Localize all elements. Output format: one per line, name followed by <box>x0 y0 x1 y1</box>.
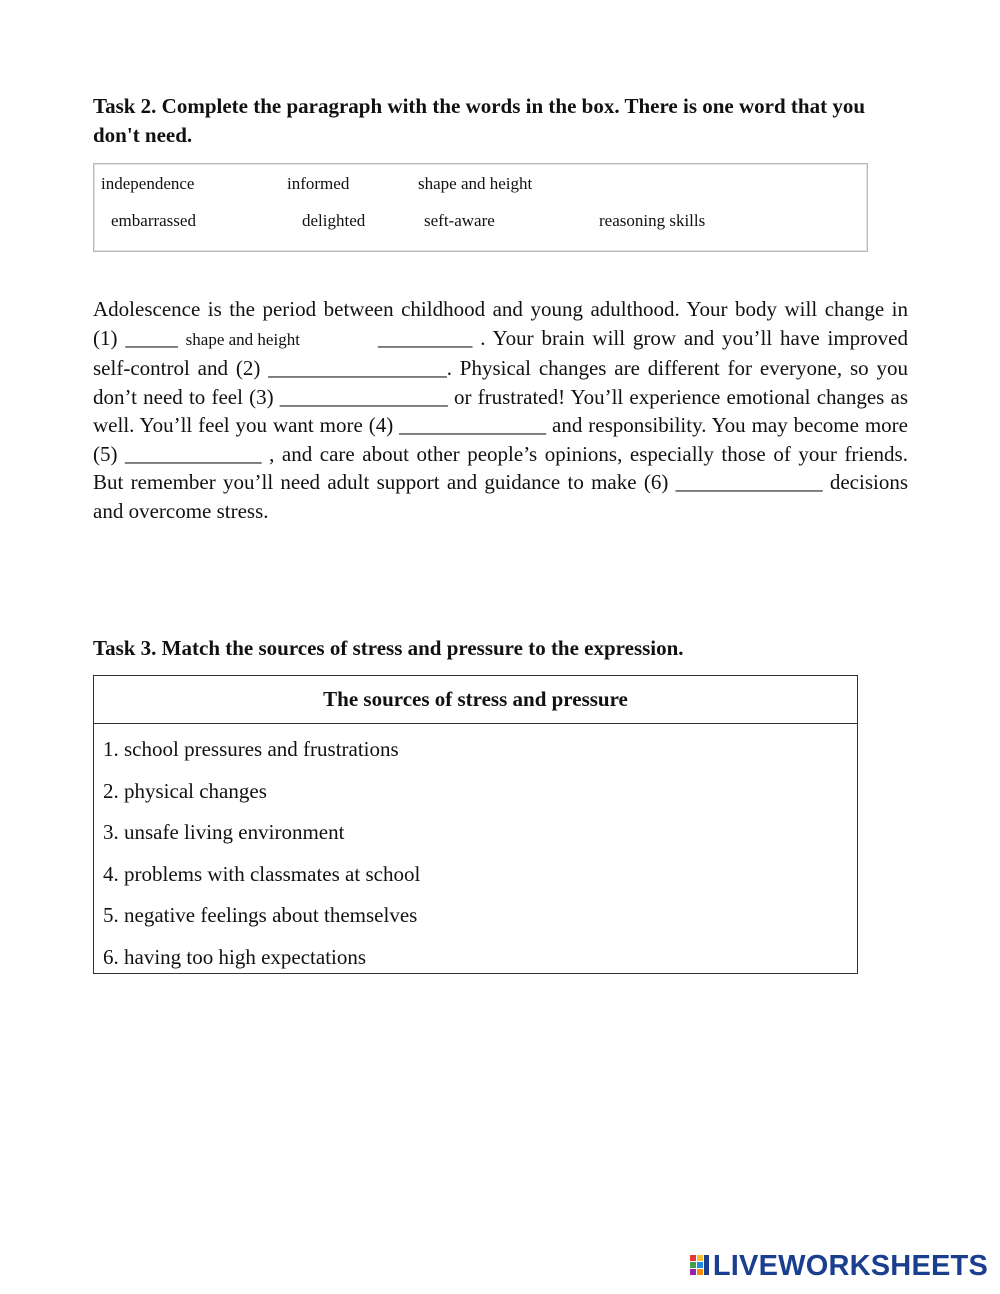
blank-5[interactable]: _____________ <box>125 441 262 466</box>
paragraph-text: decisions and overcome stress. <box>93 470 908 523</box>
task2-title: Task 2. Complete the paragraph with the words in the box. There is one word that you don't need. <box>93 94 866 147</box>
table-row[interactable]: 5. negative feelings about themselves <box>103 903 418 928</box>
task2-paragraph <box>93 295 908 525</box>
blank-1[interactable]: _________ <box>377 325 473 350</box>
task3-title: Task 3. Match the sources of stress and pressure to the expression. <box>93 636 684 660</box>
table-row[interactable]: 3. unsafe living environment <box>103 820 345 845</box>
answer-1-input[interactable]: shape and height <box>185 329 300 349</box>
word-option: delighted <box>302 211 366 230</box>
table-row[interactable]: 4. problems with classmates at school <box>103 861 421 886</box>
brand-logo <box>689 1250 988 1282</box>
word-option: reasoning skills <box>599 211 706 230</box>
word-option: informed <box>287 174 350 193</box>
paragraph-text: and responsibility. You may become more (5) <box>93 413 908 466</box>
blank-3[interactable]: ________________ <box>279 384 448 409</box>
blank-6[interactable]: ______________ <box>675 470 823 494</box>
blank-4[interactable]: ______________ <box>399 413 547 437</box>
table-body <box>94 724 857 979</box>
brand-name: LIVEWORKSHEETS <box>712 1249 988 1282</box>
blank-1-lead: _____ <box>125 325 186 350</box>
word-box <box>93 163 868 252</box>
liveworksheets-logo-icon <box>689 1253 711 1279</box>
paragraph-text: or frustrated! You’ll experience emotional changes as well. You’ll feel you want more (4) <box>93 384 908 437</box>
table-row[interactable]: 1. school pressures and frustrations <box>103 737 399 761</box>
paragraph-text: , and care about other people’s opinions, especially those of your friends. But remember you’ll need adult support and guidance to make (6) <box>93 441 908 494</box>
word-option: shape and height <box>418 174 533 193</box>
paragraph-text: Adolescence is the period between childhood and young adulthood. Your body will change in (1) <box>93 297 908 350</box>
table-row[interactable]: 6. having too high expectations <box>103 944 367 969</box>
table-row[interactable]: 2. physical changes <box>103 778 267 803</box>
word-option: embarrassed <box>111 211 196 230</box>
blank-2[interactable]: _________________ <box>268 356 447 380</box>
word-option: independence <box>101 174 195 193</box>
word-option: seft-aware <box>424 211 495 230</box>
sources-table <box>93 675 858 974</box>
paragraph-text: . Your brain will grow and you’ll have improved self-control and (2) <box>93 325 908 380</box>
table-header: The sources of stress and pressure <box>94 676 857 724</box>
paragraph-text: . Physical changes are different for everyone, so you don’t need to feel (3) <box>93 356 908 409</box>
